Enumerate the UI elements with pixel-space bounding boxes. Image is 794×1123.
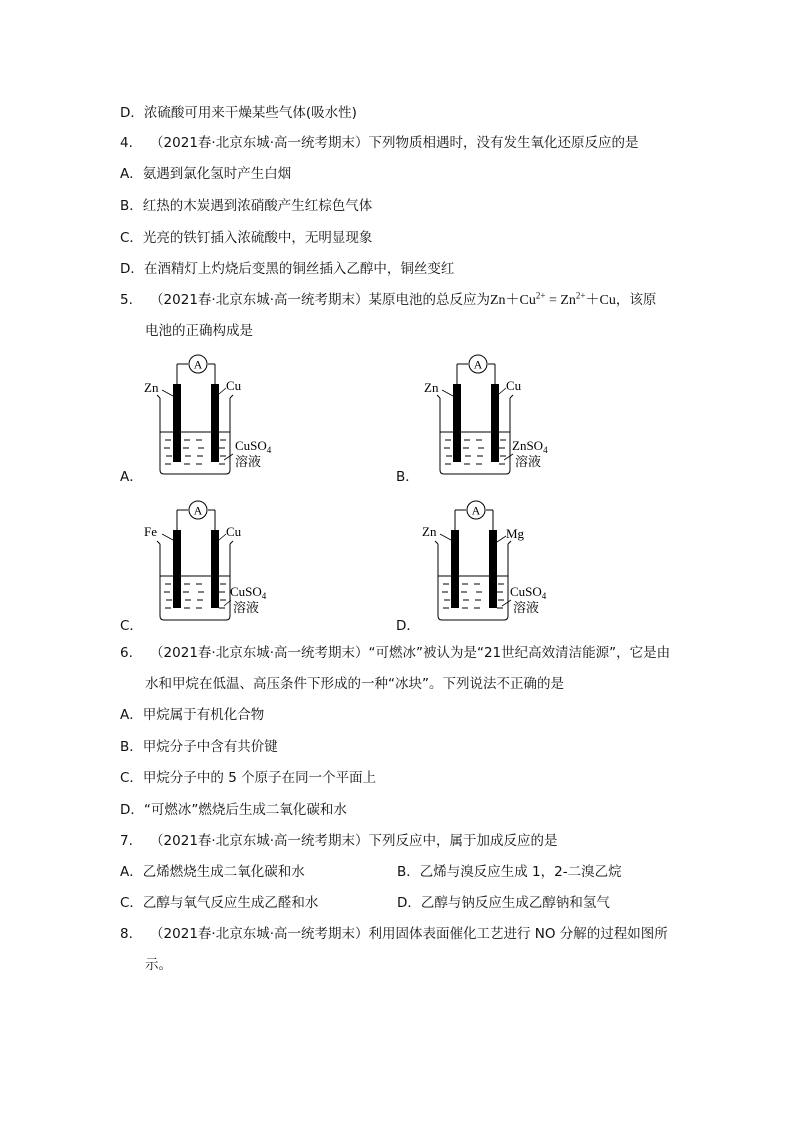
q5-equation: $Zn+Cu^{2+} = Zn^{2+}+Cu$	[489, 290, 616, 308]
q6-stem-line2: 水和甲烷在低温、高压条件下形成的一种“冰块”。下列说法不正确的是	[145, 676, 564, 692]
galvanic-cell-diagram	[140, 350, 330, 485]
beaker	[438, 544, 508, 620]
left-electrode-label: Zn	[422, 524, 437, 539]
left-electrode-label: Zn	[144, 380, 159, 395]
solution-label: 溶液	[235, 454, 262, 469]
right-electrode	[211, 384, 219, 462]
q8-stem: 8. （2021春·北京东城·高一统考期末）利用固体表面催化工艺进行 NO 分解的过程如图所	[120, 926, 668, 942]
right-electrode-label: Mg	[506, 526, 525, 541]
q5-option-d-label: D．	[396, 618, 420, 634]
q8-stem-line2: 示。	[145, 957, 172, 973]
q5-option-b-diagram	[420, 350, 610, 485]
right-electrode	[489, 530, 497, 608]
q6-option-b: B．甲烷分子中含有共价键	[120, 739, 278, 755]
q5-option-a-diagram	[140, 350, 330, 485]
left-electrode-label: Zn	[424, 380, 439, 395]
q7-option-c: C．乙醇与氧气反应生成乙醛和水	[120, 895, 319, 911]
galvanic-cell-diagram	[420, 350, 610, 485]
q5-option-a-label: A．	[120, 469, 143, 485]
q5-stem-pre: 5. （2021春·北京东城·高一统考期末）某原电池的总反应为	[120, 292, 490, 308]
beaker	[440, 398, 510, 474]
right-electrode-label: Cu	[226, 378, 242, 393]
q6-option-a: A．甲烷属于有机化合物	[120, 707, 265, 723]
left-electrode	[451, 530, 459, 608]
q4-option-c: C．光亮的铁钉插入浓硫酸中，无明显现象	[120, 230, 373, 246]
beaker	[160, 544, 230, 620]
q4-option-d: D．在酒精灯上灼烧后变黑的铜丝插入乙醇中，铜丝变红	[120, 261, 455, 277]
ammeter-label: A	[471, 503, 481, 518]
q3-option-d: D．浓硫酸可用来干燥某些气体(吸水性)	[120, 105, 357, 121]
q4-option-b: B．红热的木炭遇到浓硝酸产生红棕色气体	[120, 198, 373, 214]
q7-option-a: A．乙烯燃烧生成二氧化碳和水	[120, 864, 305, 880]
q7-stem: 7. （2021春·北京东城·高一统考期末）下列反应中，属于加成反应的是	[120, 833, 558, 849]
ammeter-label: A	[193, 357, 203, 372]
solution-label: 溶液	[515, 454, 542, 469]
ammeter-label: A	[473, 357, 483, 372]
left-electrode	[173, 384, 181, 462]
solution-formula: CuSO$_4$	[235, 438, 272, 455]
left-electrode	[453, 384, 461, 462]
q4-option-a: A．氨遇到氯化氢时产生白烟	[120, 166, 292, 182]
q5-stem-post: ，该原	[615, 292, 657, 308]
q4-stem: 4. （2021春·北京东城·高一统考期末）下列物质相遇时，没有发生氧化还原反应的是	[120, 135, 639, 151]
right-electrode	[491, 384, 499, 462]
beaker	[160, 398, 230, 474]
right-electrode-label: Cu	[226, 524, 242, 539]
solution-formula: CuSO$_4$	[510, 584, 547, 601]
q6-stem: 6. （2021春·北京东城·高一统考期末）“可燃冰”被认为是“21世纪高效清洁能源”，它是由	[120, 645, 671, 661]
q7-option-d: D．乙醇与钠反应生成乙醇钠和氢气	[397, 895, 610, 911]
left-electrode-label: Fe	[144, 524, 157, 539]
galvanic-cell-diagram	[140, 496, 330, 631]
solution-formula: CuSO$_4$	[230, 584, 267, 601]
q5-stem-line2: 电池的正确构成是	[145, 323, 253, 339]
q5-stem	[120, 290, 656, 311]
q6-option-c: C．甲烷分子中的 5 个原子在同一个平面上	[120, 770, 377, 786]
right-electrode	[211, 530, 219, 608]
solution-label: 溶液	[233, 600, 260, 615]
q5-option-b-label: B．	[396, 469, 419, 485]
q7-option-b: B．乙烯与溴反应生成 1，2-二溴乙烷	[397, 864, 622, 880]
q5-option-c-label: C．	[120, 618, 143, 634]
solution-label: 溶液	[513, 600, 540, 615]
galvanic-cell-diagram	[418, 496, 608, 631]
q5-option-c-diagram	[140, 496, 330, 631]
q6-option-d: D．“可燃冰”燃烧后生成二氧化碳和水	[120, 802, 347, 818]
right-electrode-label: Cu	[506, 378, 522, 393]
q5-option-d-diagram	[418, 496, 608, 631]
left-electrode	[173, 530, 181, 608]
ammeter-label: A	[193, 503, 203, 518]
solution-formula: ZnSO$_4$	[512, 438, 548, 455]
